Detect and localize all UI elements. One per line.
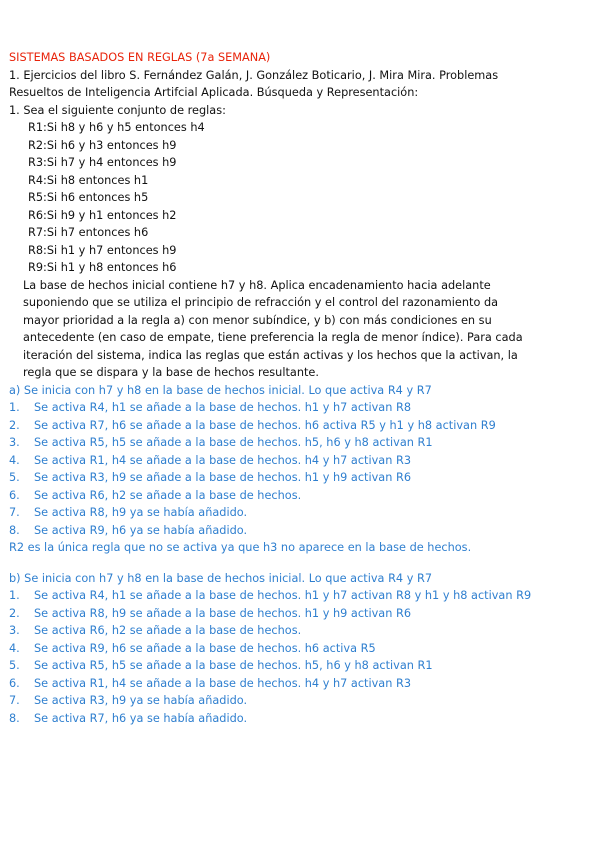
statement-line: regla que se dispara y la base de hechos resultante. xyxy=(23,366,319,379)
rule-item: R1:Si h8 y h6 y h5 entonces h4 xyxy=(28,121,205,134)
step-number: 6. xyxy=(9,488,20,502)
rule-item: R9:Si h1 y h8 entonces h6 xyxy=(28,261,177,274)
step-item xyxy=(9,657,589,675)
rule-item: R8:Si h1 y h7 entonces h9 xyxy=(28,243,177,257)
step-item xyxy=(9,399,589,417)
step-text: Se activa R3, h9 se añade a la base de hechos. h1 y h9 activan R6 xyxy=(34,471,412,484)
document-title: SISTEMAS BASADOS EN REGLAS (7a SEMANA) xyxy=(9,51,271,64)
step-item xyxy=(9,487,589,505)
step-item xyxy=(9,640,589,658)
step-number: 3. xyxy=(9,624,20,637)
step-text: Se activa R6, h2 se añade a la base de hechos. xyxy=(34,624,302,637)
step-item xyxy=(9,469,589,487)
step-text: Se activa R5, h5 se añade a la base de hechos. h5, h6 y h8 activan R1 xyxy=(34,659,433,672)
step-item xyxy=(9,434,589,452)
step-number: 4. xyxy=(9,641,20,655)
statement-line: mayor prioridad a la regla a) con menor subíndice, y b) con más condiciones en su xyxy=(23,313,492,327)
step-text: Se activa R8, h9 ya se había añadido. xyxy=(34,506,248,519)
step-item xyxy=(9,710,589,728)
section-spacer xyxy=(9,557,589,570)
step-number: 2. xyxy=(9,606,20,620)
rule-item: R2:Si h6 y h3 entonces h9 xyxy=(28,138,177,152)
step-number: 8. xyxy=(9,523,20,537)
step-item xyxy=(9,675,589,693)
step-text: Se activa R1, h4 se añade a la base de hechos. h4 y h7 activan R3 xyxy=(34,453,412,467)
step-number: 6. xyxy=(9,676,20,690)
step-item xyxy=(9,504,589,522)
step-number: 1. xyxy=(9,401,20,414)
intro-line: 1. Ejercicios del libro S. Fernández Galán, J. González Boticario, J. Mira Mira. Problemas xyxy=(9,68,499,82)
rule-item: R7:Si h7 entonces h6 xyxy=(28,226,149,239)
step-text: Se activa R9, h6 se añade a la base de hechos. h6 activa R5 xyxy=(34,641,376,655)
step-number: 1. xyxy=(9,589,20,602)
intro-line: Resueltos de Inteligencia Artifcial Aplicada. Búsqueda y Representación: xyxy=(9,86,419,99)
step-item xyxy=(9,522,589,540)
rule-item: R4:Si h8 entonces h1 xyxy=(28,173,149,187)
statement-line: iteración del sistema, indica las reglas que están activas y los hechos que la activan, la xyxy=(23,348,518,362)
step-number: 4. xyxy=(9,453,20,467)
rule-item: R5:Si h6 entonces h5 xyxy=(28,191,149,204)
intro-line: 1. Sea el siguiente conjunto de reglas: xyxy=(9,103,226,117)
rules-list xyxy=(9,119,589,277)
step-text: Se activa R5, h5 se añade a la base de hechos. h5, h6 y h8 activan R1 xyxy=(34,436,433,449)
problem-statement xyxy=(9,277,589,382)
document-body xyxy=(9,49,589,727)
step-text: Se activa R7, h6 se añade a la base de hechos. h6 activa R5 y h1 y h8 activan R9 xyxy=(34,418,496,432)
answer-part-a xyxy=(9,382,589,557)
step-text: Se activa R6, h2 se añade a la base de hechos. xyxy=(34,488,302,502)
step-item xyxy=(9,605,589,623)
step-text: Se activa R4, h1 se añade a la base de hechos. h1 y h7 activan R8 y h1 y h8 activan R9 xyxy=(34,589,532,602)
step-item xyxy=(9,622,589,640)
step-number: 8. xyxy=(9,711,20,725)
step-text: Se activa R1, h4 se añade a la base de hechos. h4 y h7 activan R3 xyxy=(34,676,412,690)
part-a-header: a) Se inicia con h7 y h8 en la base de hechos inicial. Lo que activa R4 y R7 xyxy=(9,383,432,397)
step-item xyxy=(9,587,589,605)
step-number: 5. xyxy=(9,471,20,484)
step-number: 3. xyxy=(9,436,20,449)
statement-line: suponiendo que se utiliza el principio de refracción y el control del razonamiento da xyxy=(23,296,499,309)
answer-part-b xyxy=(9,570,589,728)
step-text: Se activa R7, h6 ya se había añadido. xyxy=(34,711,248,725)
step-item xyxy=(9,417,589,435)
statement-line: antecedente (en caso de empate, tiene preferencia la regla de menor índice). Para cada xyxy=(23,331,523,344)
step-number: 5. xyxy=(9,659,20,672)
step-text: Se activa R9, h6 ya se había añadido. xyxy=(34,523,248,537)
step-number: 2. xyxy=(9,418,20,432)
statement-line: La base de hechos inicial contiene h7 y h8. Aplica encadenamiento hacia adelante xyxy=(23,278,491,292)
rule-item: R6:Si h9 y h1 entonces h2 xyxy=(28,208,177,222)
rule-item: R3:Si h7 y h4 entonces h9 xyxy=(28,156,177,169)
step-number: 7. xyxy=(9,694,20,707)
step-text: Se activa R8, h9 se añade a la base de hechos. h1 y h9 activan R6 xyxy=(34,606,412,620)
part-b-header: b) Se inicia con h7 y h8 en la base de hechos inicial. Lo que activa R4 y R7 xyxy=(9,571,433,585)
step-item xyxy=(9,452,589,470)
step-number: 7. xyxy=(9,506,20,519)
part-a-note: R2 es la única regla que no se activa ya que h3 no aparece en la base de hechos. xyxy=(9,541,472,554)
step-text: Se activa R4, h1 se añade a la base de hechos. h1 y h7 activan R8 xyxy=(34,401,412,414)
step-item xyxy=(9,692,589,710)
step-text: Se activa R3, h9 ya se había añadido. xyxy=(34,694,248,707)
